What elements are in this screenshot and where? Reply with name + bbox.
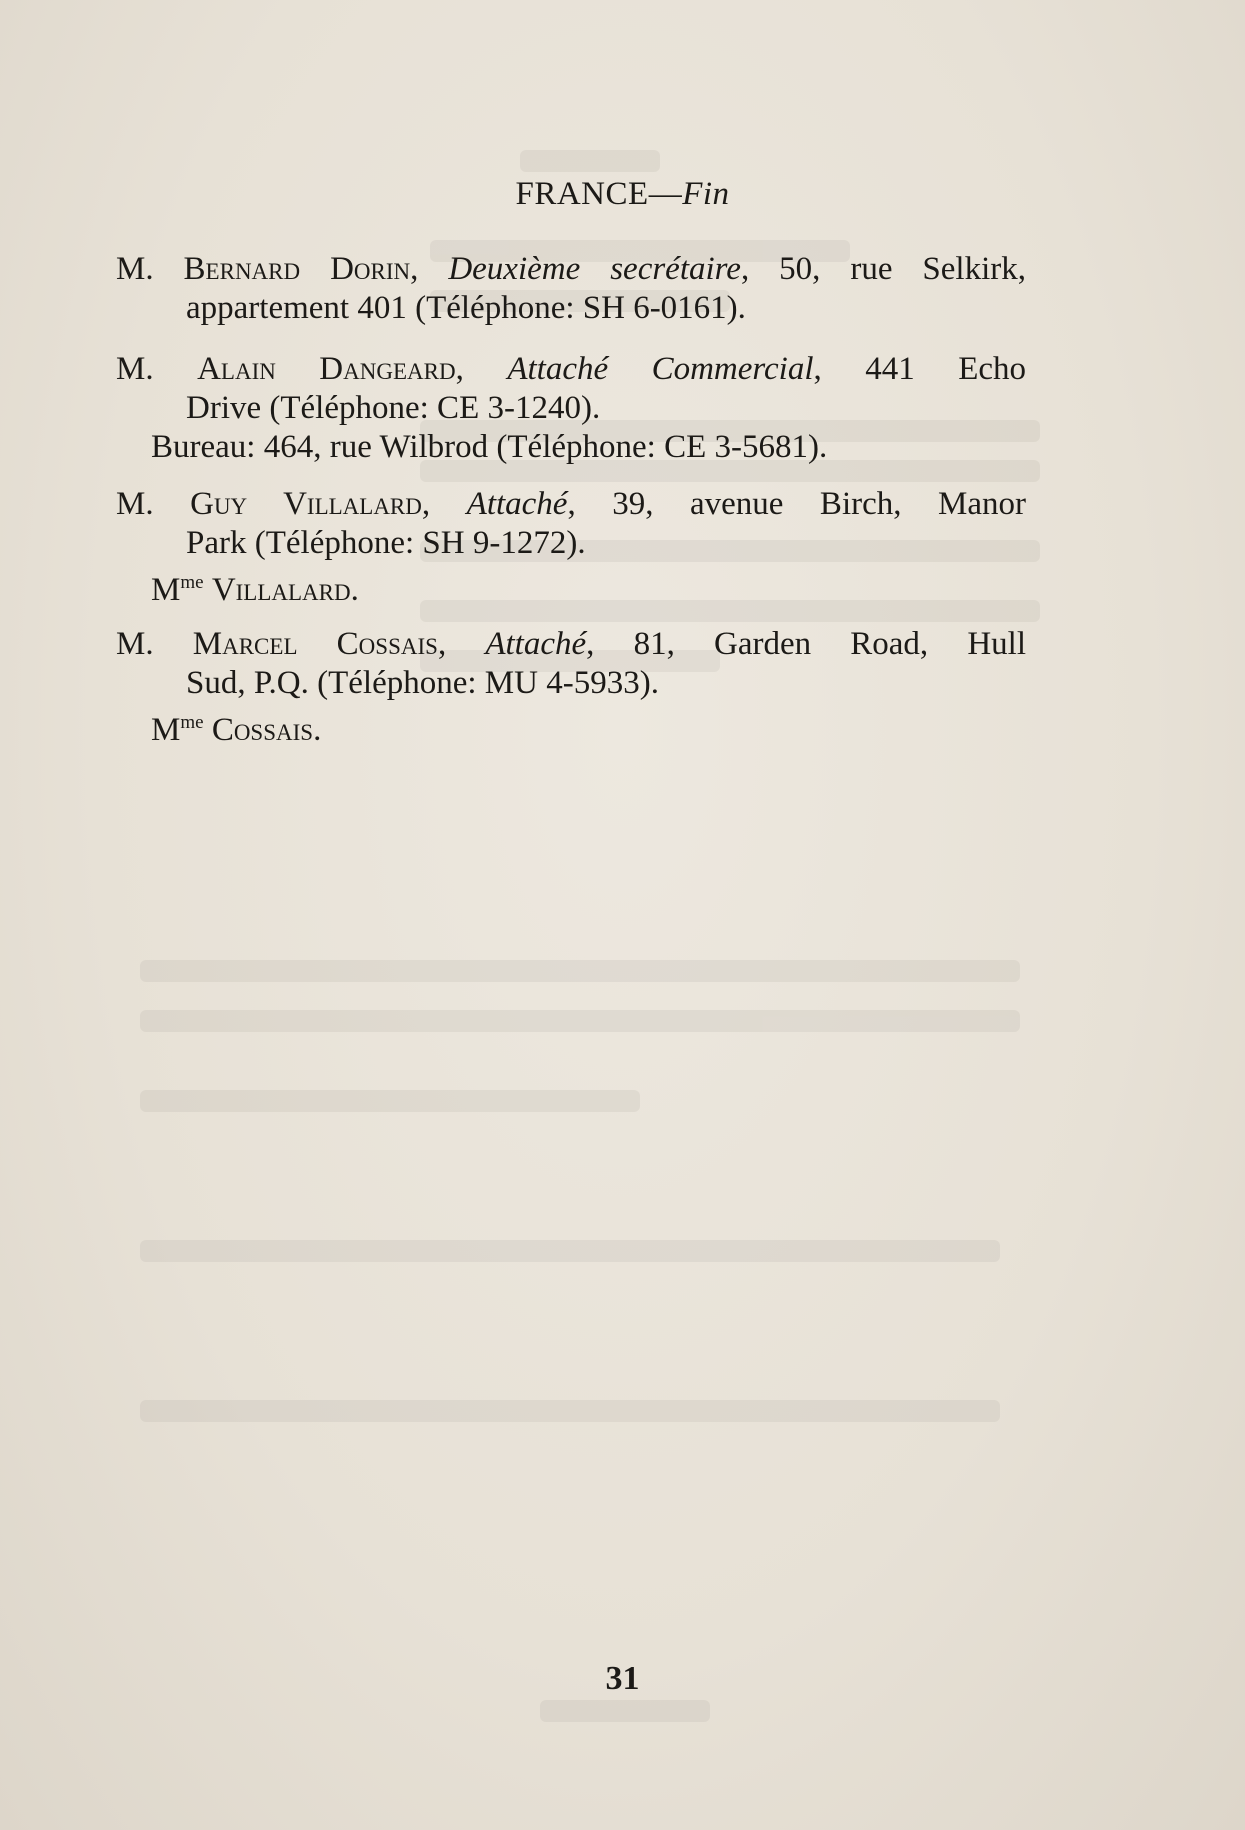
spouse-name: Villalard. xyxy=(211,572,359,608)
entry-continuation: Drive (Téléphone: CE 3-1240). xyxy=(186,390,601,426)
entry-continuation: appartement 401 (Téléphone: SH 6-0161). xyxy=(186,290,746,326)
page-number: 31 xyxy=(605,1660,640,1697)
entry-prefix: M. xyxy=(116,486,154,522)
entry-prefix: M. xyxy=(116,251,154,287)
spouse-name: Cossais. xyxy=(211,712,322,748)
heading-country: FRANCE xyxy=(515,176,649,212)
entry-dorin xyxy=(116,250,1026,328)
entry-name: Alain Dangeard xyxy=(197,351,456,387)
spouse-sup: me xyxy=(180,712,204,733)
entry-continuation: Sud, P.Q. (Téléphone: MU 4-5933). xyxy=(186,665,659,701)
entry-line: M. Marcel Cossais, Attaché, 81, Garden Road, Hull xyxy=(116,626,1027,662)
entry-title: Attaché xyxy=(466,486,568,522)
entry-villalard xyxy=(116,485,1026,610)
spouse-prefix: M xyxy=(151,712,181,748)
entry-continuation: Park (Téléphone: SH 9-1272). xyxy=(186,525,586,561)
entry-name: Guy Villalard xyxy=(190,486,422,522)
entry-prefix: M. xyxy=(116,351,154,387)
entry-title: Deuxième secrétaire xyxy=(448,251,741,287)
entry-spouse xyxy=(116,711,1026,750)
heading-dash: — xyxy=(648,176,683,212)
entry-address: 81, Garden Road, Hull xyxy=(633,626,1027,662)
entry-address: 441 Echo xyxy=(865,351,1027,387)
entry-address: 50, rue Selkirk, xyxy=(779,251,1027,287)
entry-line: M. Bernard Dorin, Deuxième secrétaire, 50, rue Selkirk, xyxy=(116,251,1027,287)
entry-title: Attaché xyxy=(485,626,587,662)
entry-office-line: Bureau: 464, rue Wilbrod (Téléphone: CE 3-5681). xyxy=(151,429,828,465)
spouse-prefix: M xyxy=(151,572,181,608)
entry-name: Marcel Cossais xyxy=(192,626,438,662)
heading-suffix: Fin xyxy=(682,176,730,212)
entry-spouse xyxy=(116,571,1026,610)
entry-line: M. Guy Villalard, Attaché, 39, avenue Birch, Manor xyxy=(116,486,1026,522)
entry-cossais xyxy=(116,625,1026,750)
spouse-sup: me xyxy=(180,572,204,593)
entry-name: Bernard Dorin xyxy=(183,251,411,287)
entry-title: Attaché Commercial xyxy=(507,351,814,387)
section-heading xyxy=(0,176,1245,213)
entry-line: M. Alain Dangeard, Attaché Commercial, 441 Echo xyxy=(116,351,1027,387)
entry-prefix: M. xyxy=(116,626,154,662)
entry-dangeard xyxy=(116,350,1026,467)
entry-address: 39, avenue Birch, Manor xyxy=(612,486,1026,522)
